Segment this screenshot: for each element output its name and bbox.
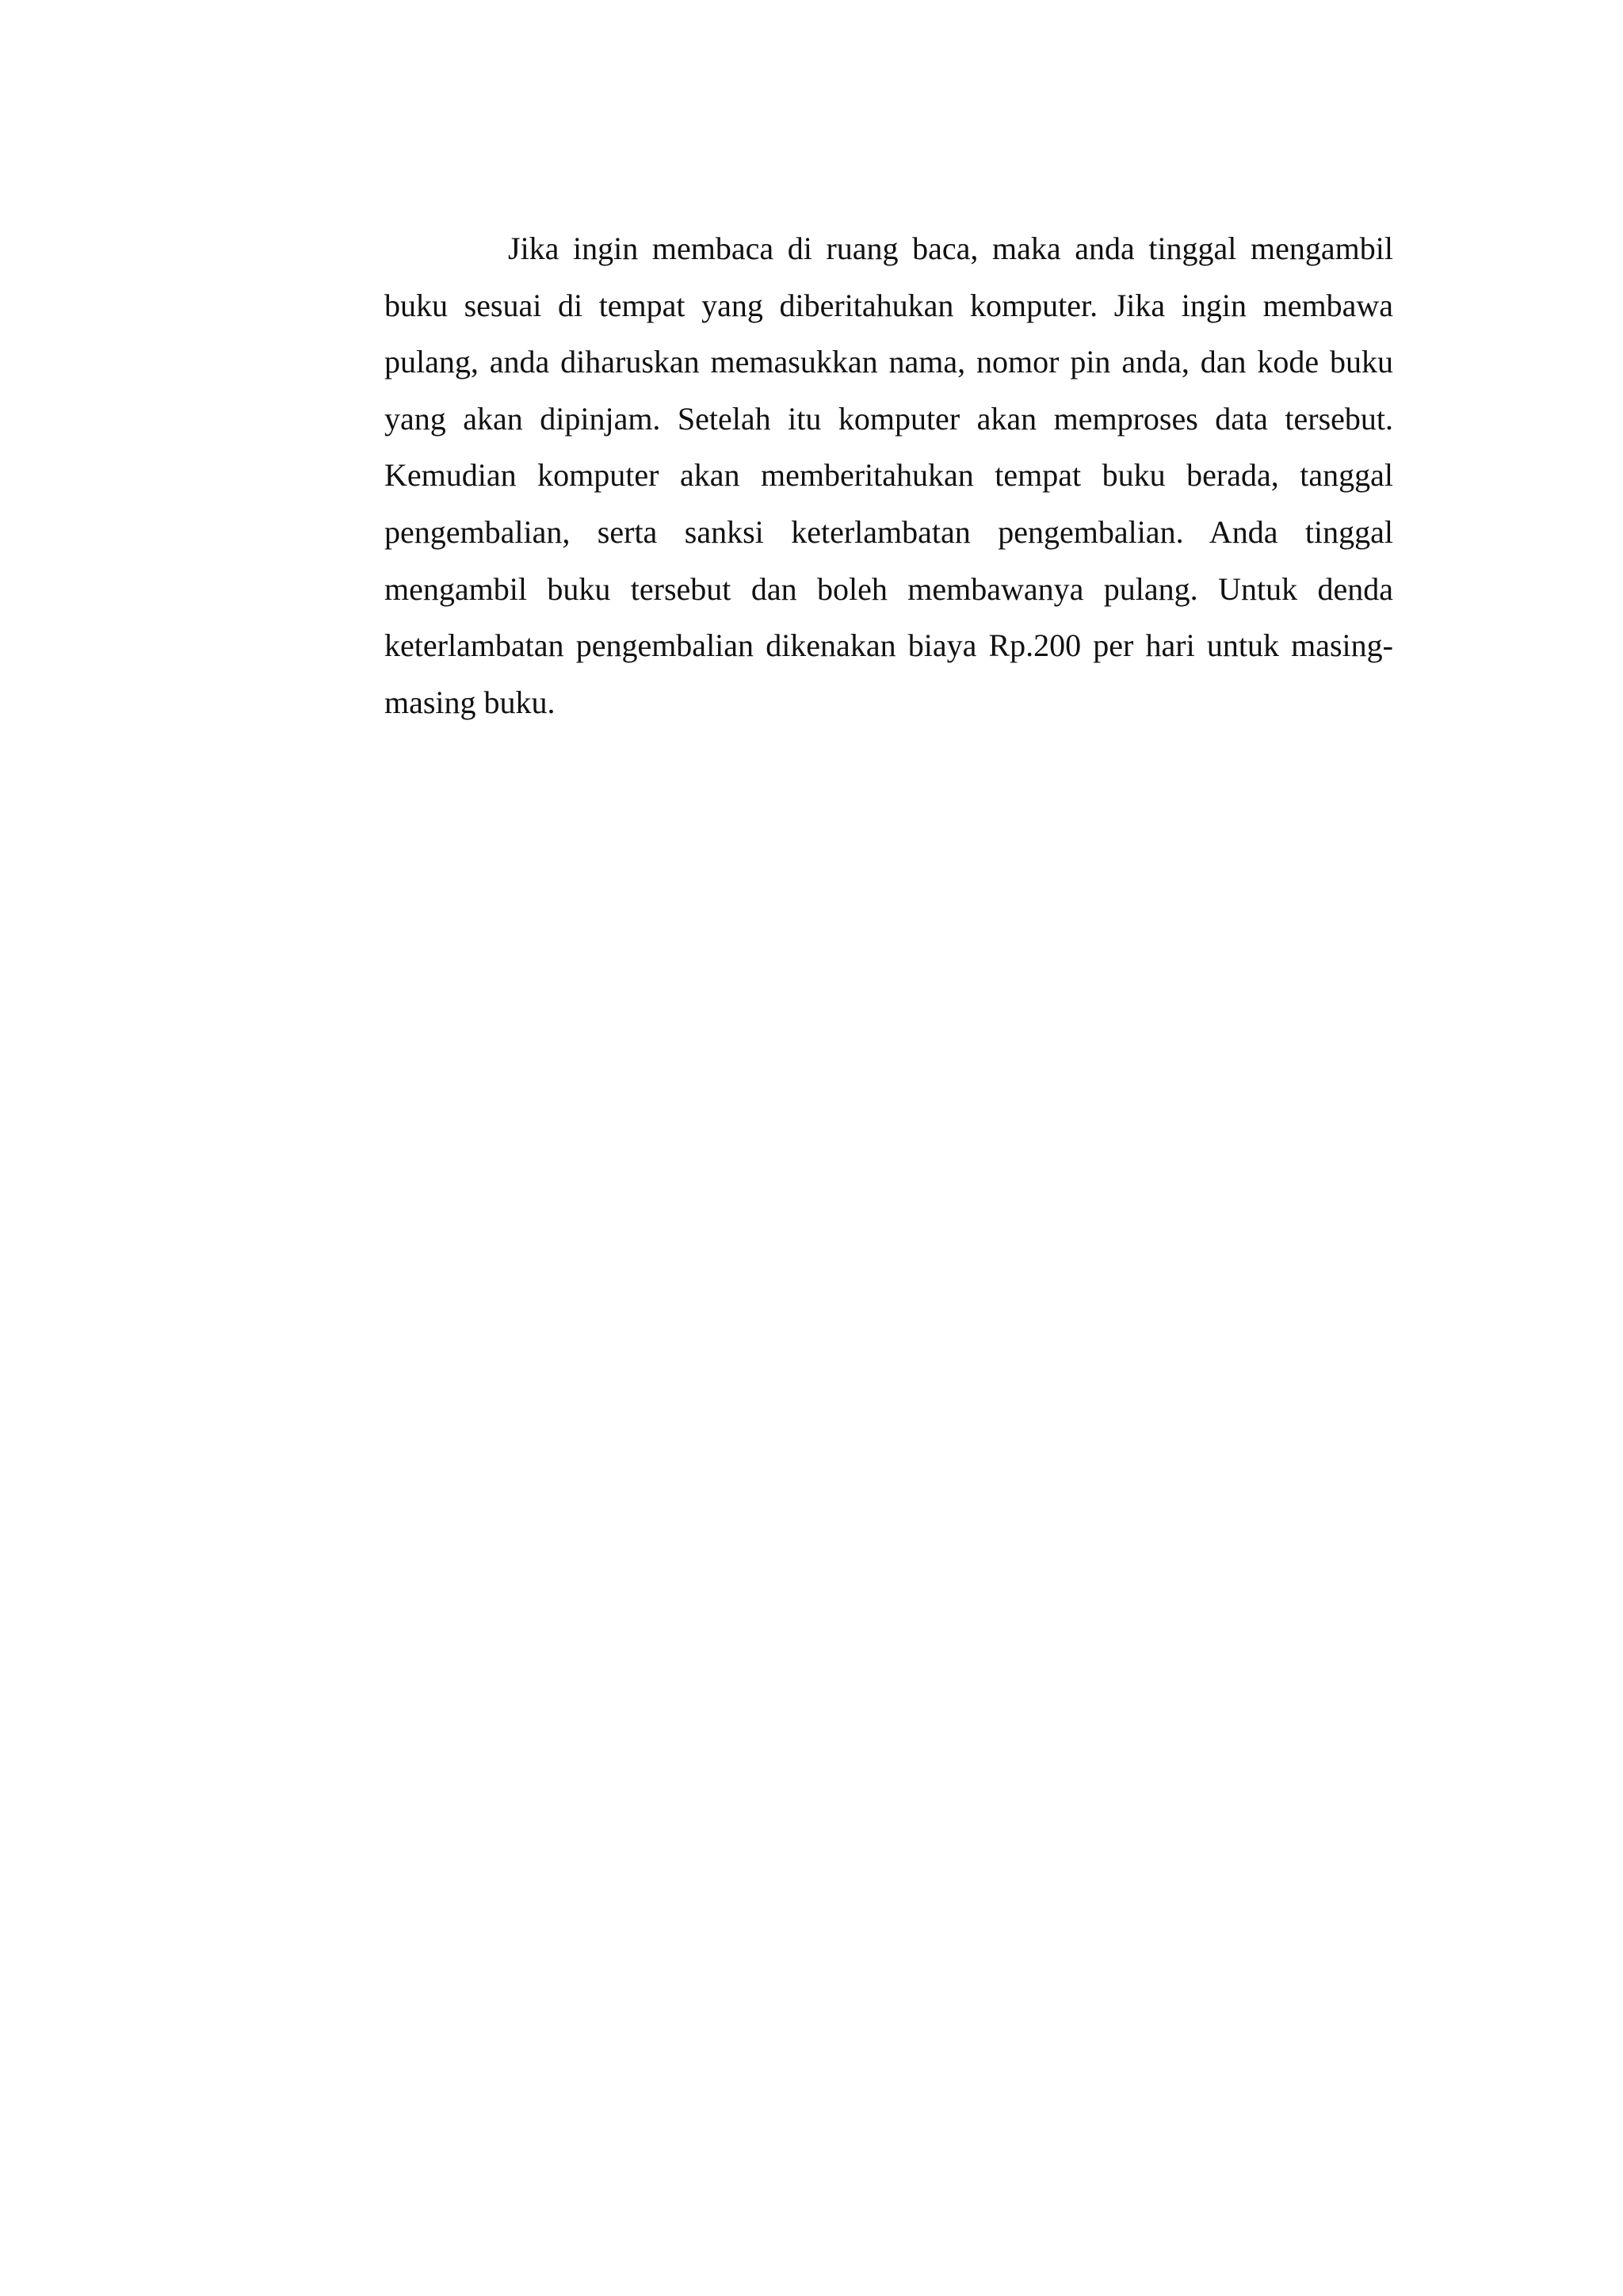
body-paragraph: Jika ingin membaca di ruang baca, maka anda tinggal mengambil buku sesuai di tempat yang diberitahukan komputer. Jika ingin membawa pulang, anda diharuskan memasukkan nama, nomor pin anda, dan kode buku yang akan dipinjam. Setelah itu komputer akan memproses data tersebut. Kemudian komputer akan memberitahukan tempat buku berada, tanggal pengembalian, serta sanksi keterlambatan pengembalian. Anda tinggal mengambil buku tersebut dan boleh membawanya pulang. Untuk denda keterlambatan pengembalian dikenakan biaya Rp.200 per hari untuk masing-masing buku. bbox=[384, 231, 1393, 720]
